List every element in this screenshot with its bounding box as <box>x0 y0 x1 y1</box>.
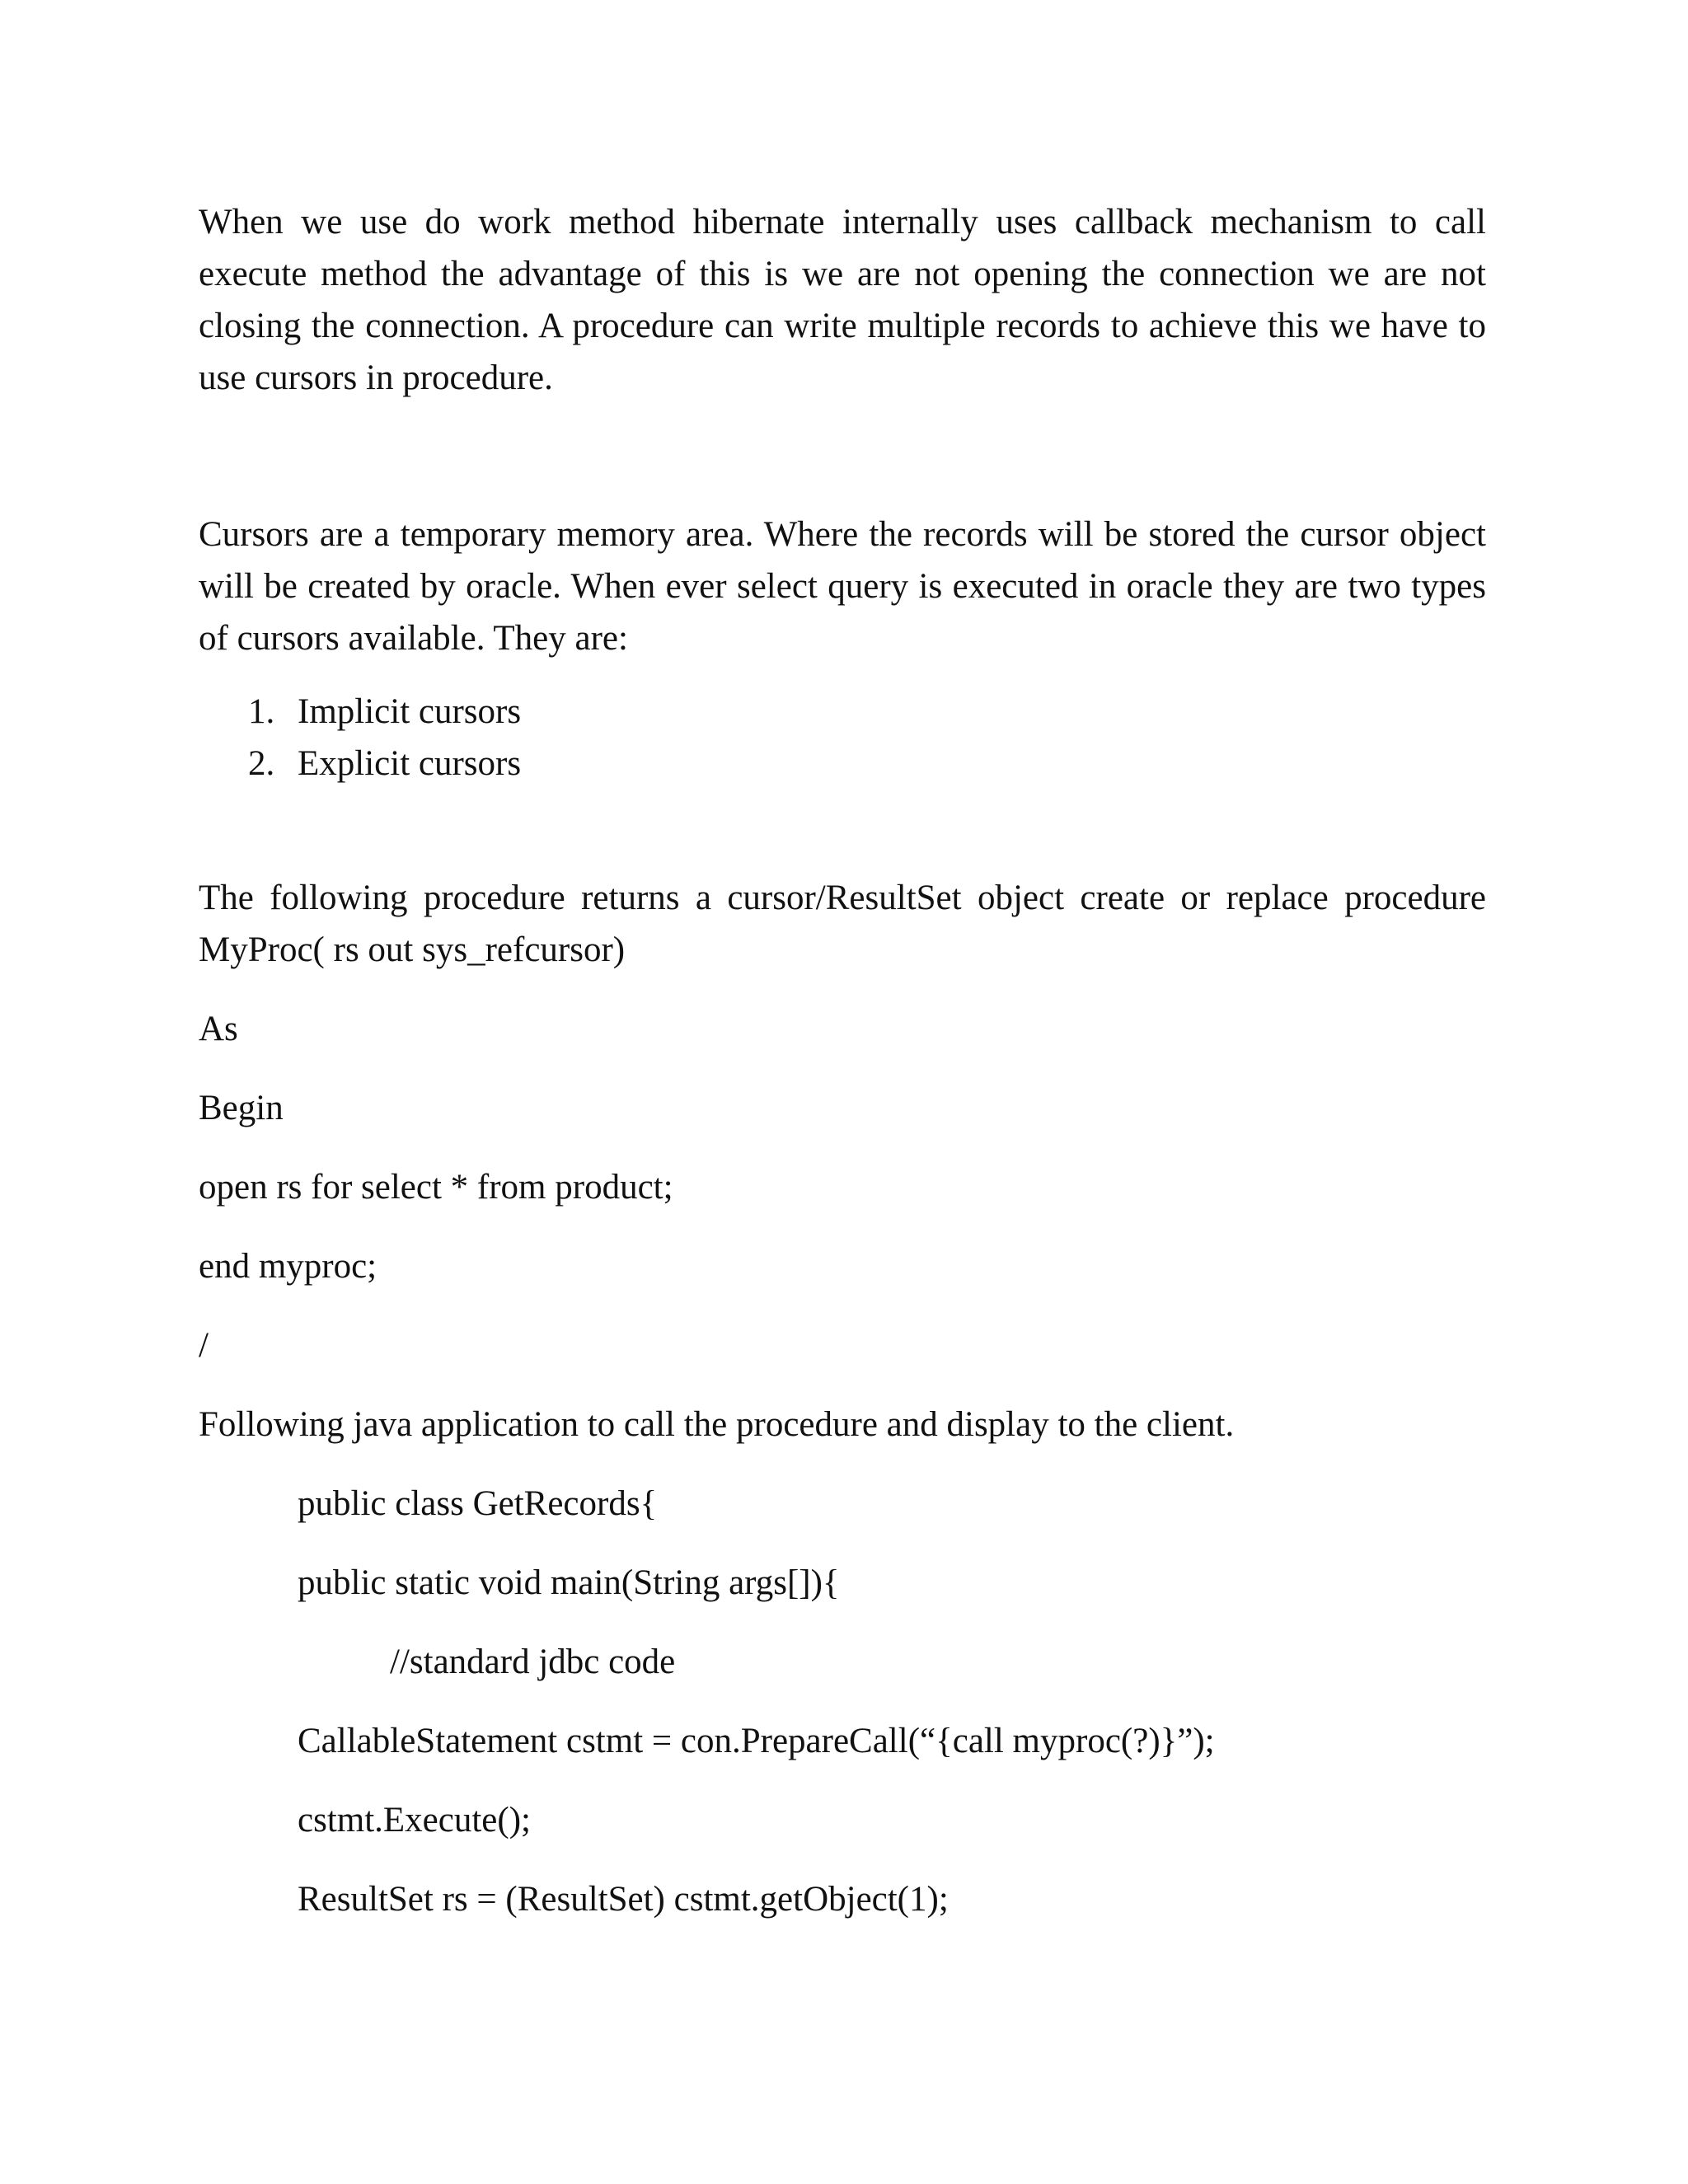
paragraph-procedure-intro: The following procedure returns a cursor/ResultSet object create or replace procedure MyProc( rs out sys_refcursor) <box>199 879 1486 969</box>
cursor-types-list <box>199 686 1486 790</box>
procedure-line-slash: / <box>199 1326 209 1365</box>
java-code-class-decl: public class GetRecords{ <box>298 1484 658 1523</box>
procedure-line-open: open rs for select * from product; <box>199 1168 673 1207</box>
java-intro-line: Following java application to call the procedure and display to the client. <box>199 1405 1235 1444</box>
procedure-line-as: As <box>199 1010 238 1048</box>
procedure-line-end: end myproc; <box>199 1247 377 1286</box>
list-item-number: 1. <box>248 692 275 731</box>
list-item-label: Implicit cursors <box>298 692 522 731</box>
list-item-label: Explicit cursors <box>298 744 522 783</box>
java-code-comment: //standard jdbc code <box>390 1643 676 1681</box>
paragraph-dowork-callback: When we use do work method hibernate internally uses callback mechanism to call execute method the advantage of this is we are not opening the connection we are not closing the connection. A procedure can write multiple records to achieve this we have to use cursors in procedure. <box>199 203 1486 397</box>
list-item <box>248 686 1486 738</box>
list-item <box>248 738 1486 790</box>
procedure-line-begin: Begin <box>199 1089 284 1127</box>
document-content <box>199 196 1486 1925</box>
java-code-callable: CallableStatement cstmt = con.PrepareCall(“{call myproc(?)}”); <box>298 1722 1215 1760</box>
list-item-number: 2. <box>248 744 275 783</box>
paragraph-cursors-definition: Cursors are a temporary memory area. Where the records will be stored the cursor object will be created by oracle. When ever select query is executed in oracle they are two types of cursors available. They are: <box>199 515 1486 658</box>
java-code-main-decl: public static void main(String args[]){ <box>298 1563 840 1602</box>
java-code-execute: cstmt.Execute(); <box>298 1801 531 1840</box>
java-code-resultset: ResultSet rs = (ResultSet) cstmt.getObject(1); <box>298 1880 949 1919</box>
